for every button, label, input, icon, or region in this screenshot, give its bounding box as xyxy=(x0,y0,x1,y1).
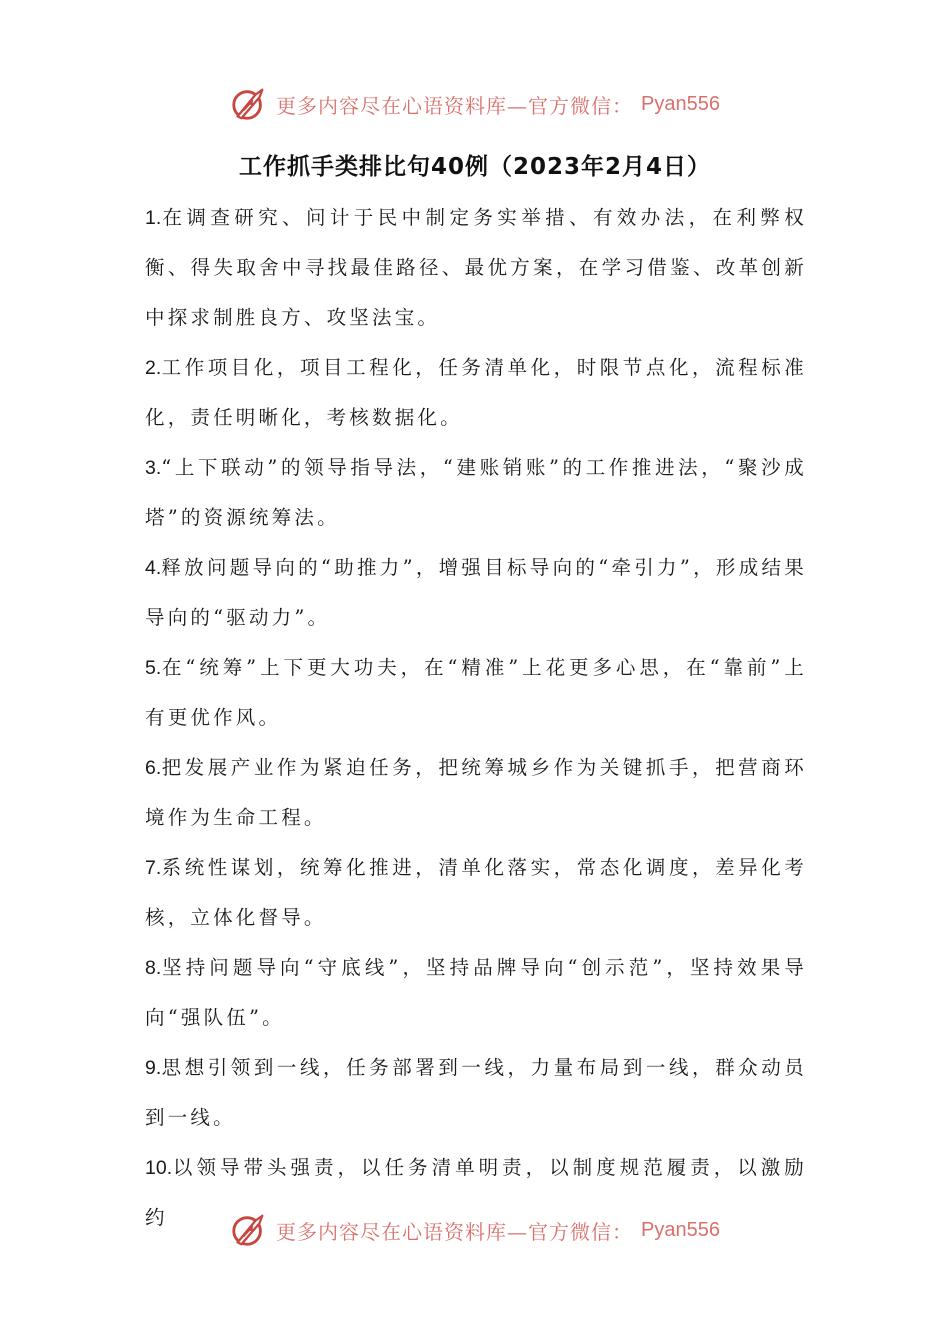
item-number: 8. xyxy=(145,957,162,979)
item-text: 坚持问题导向“守底线”，坚持品牌导向“创示范”，坚持效果导向“强队伍”。 xyxy=(145,956,807,1029)
item-number: 1. xyxy=(145,207,162,229)
item-text: 在“统筹”上下更大功夫，在“精准”上花更多心思，在“靠前”上有更优作风。 xyxy=(145,656,807,729)
footer-banner xyxy=(0,1208,950,1252)
item-number: 5. xyxy=(145,657,162,679)
item-number: 10. xyxy=(145,1157,173,1179)
list-item xyxy=(145,193,807,343)
list-item xyxy=(145,843,807,943)
item-number: 9. xyxy=(145,1057,162,1079)
list-item xyxy=(145,643,807,743)
pen-nib-circle-icon xyxy=(230,1211,268,1249)
item-text: 以领导带头强责，以任务清单明责，以制度规范履责，以激励约 xyxy=(145,1156,807,1229)
item-text: 工作项目化，项目工程化，任务清单化，时限节点化，流程标准化，责任明晰化，考核数据化。 xyxy=(145,356,807,429)
item-number: 7. xyxy=(145,857,162,879)
document-title: 工作抓手类排比句40例（2023年2月4日） xyxy=(238,154,712,180)
pen-nib-circle-icon xyxy=(230,85,268,123)
list-item xyxy=(145,1043,807,1143)
item-text: 思想引领到一线，任务部署到一线，力量布局到一线，群众动员到一线。 xyxy=(145,1056,807,1129)
item-text: 把发展产业作为紧迫任务，把统筹城乡作为关键抓手，把营商环境作为生命工程。 xyxy=(145,756,807,829)
item-number: 4. xyxy=(145,557,162,579)
item-number: 2. xyxy=(145,357,162,379)
item-number: 6. xyxy=(145,757,162,779)
item-text: 系统性谋划，统筹化推进，清单化落实，常态化调度，差异化考核，立体化督导。 xyxy=(145,856,807,929)
item-text: “上下联动”的领导指导法，“建账销账”的工作推进法，“聚沙成塔”的资源统筹法。 xyxy=(145,456,807,529)
item-text: 释放问题导向的“助推力”，增强目标导向的“牵引力”，形成结果导向的“驱动力”。 xyxy=(145,556,807,629)
banner-text: 更多内容尽在心语资料库—官方微信： xyxy=(276,93,634,118)
item-number: 3. xyxy=(145,457,162,479)
banner-text: 更多内容尽在心语资料库—官方微信： xyxy=(276,1219,634,1244)
list-item xyxy=(145,443,807,543)
list-item xyxy=(145,743,807,843)
wechat-id: Pyan556 xyxy=(641,1218,720,1241)
list-item xyxy=(145,343,807,443)
wechat-id: Pyan556 xyxy=(641,92,720,115)
item-text: 在调查研究、问计于民中制定务实举措、有效办法，在利弊权衡、得失取舍中寻找最佳路径、最优方案，在学习借鉴、改革创新中探求制胜良方、攻坚法宝。 xyxy=(145,206,807,329)
document-body xyxy=(145,193,807,1243)
list-item xyxy=(145,543,807,643)
list-item xyxy=(145,943,807,1043)
header-banner xyxy=(0,82,950,126)
